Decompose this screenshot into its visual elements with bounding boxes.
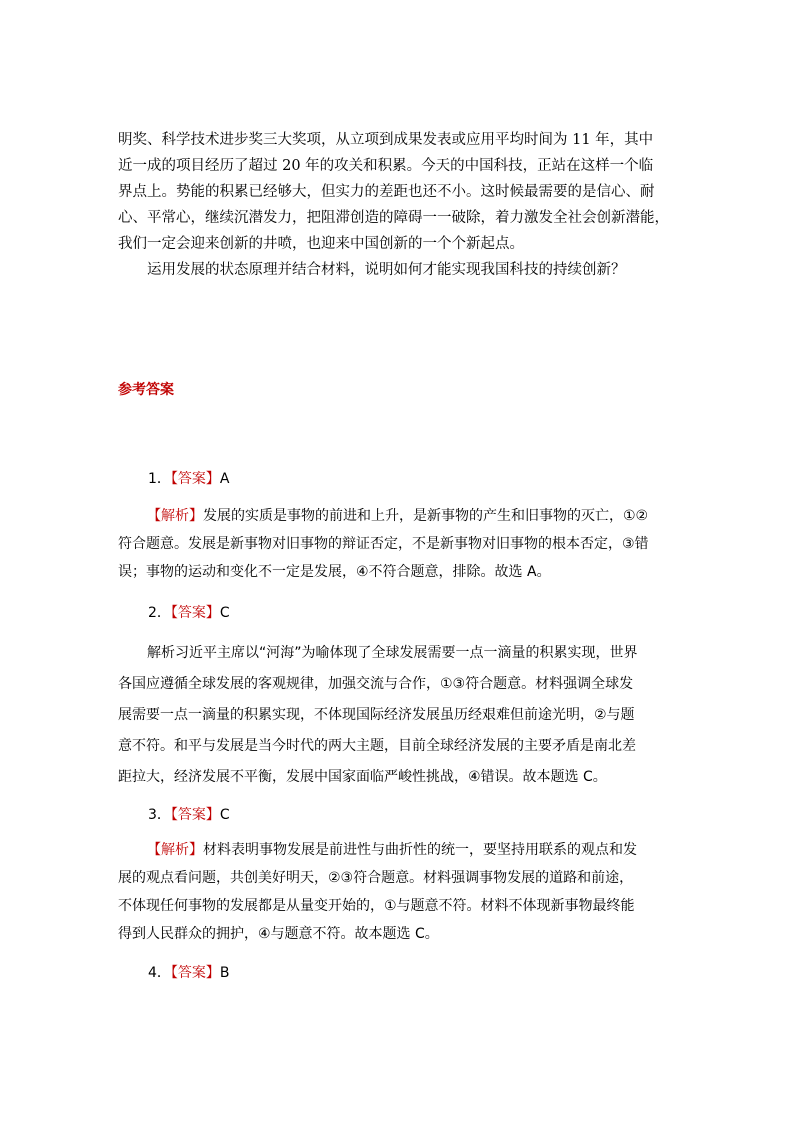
- answer-number: 1．: [148, 471, 171, 487]
- explanation-line: 展需要一点一滴量的积累实现，不体现国际经济发展虽历经艰难但前途光明，②与题: [118, 707, 635, 723]
- explanation-tag: 【解析】: [147, 508, 203, 524]
- material-line: 明奖、科学技术进步奖三大奖项，从立项到成果发表或应用平均时间为 11 年，其中: [118, 132, 654, 148]
- answer-1-line: [148, 468, 230, 488]
- explanation-tag: 【解析】: [147, 842, 203, 858]
- explanation-3: [118, 836, 678, 948]
- answer-value: C: [219, 605, 230, 621]
- answer-value: A: [219, 471, 230, 487]
- explanation-line: 得到人民群众的拥护，④与题意不符。故本题选 C。: [118, 926, 439, 942]
- explanation-line: 误；事物的运动和变化不一定是发展，④不符合题意，排除。故选 A。: [118, 564, 551, 580]
- answer-tag: 【答案】: [170, 807, 220, 823]
- answer-number: 4．: [148, 965, 171, 981]
- answer-tag: 【答案】: [170, 605, 220, 621]
- question-text: 运用发展的状态原理并结合材料，说明如何才能实现我国科技的持续创新？: [147, 262, 626, 278]
- explanation-line: 材料表明事物发展是前进性与曲折性的统一，要坚持用联系的观点和发: [203, 842, 637, 858]
- answers-heading: 参考答案: [118, 382, 174, 398]
- explanation-line: 解析习近平主席以“河海”为喻体现了全球发展需要一点一滴量的积累实现，世界: [147, 645, 638, 661]
- material-line: 界点上。势能的积累已经够大，但实力的差距也还不小。这时候最需要的是信心、耐: [118, 184, 655, 200]
- material-line: 心、平常心，继续沉潜发力，把阻滞创造的障碍一一破除，着力激发全社会创新潜能，: [118, 210, 669, 226]
- answer-4-line: [148, 962, 230, 982]
- explanation-line: 意不符。和平与发展是当今时代的两大主题，目前全球经济发展的主要矛盾是南北差: [118, 738, 636, 754]
- explanation-1: [118, 502, 678, 586]
- explanation-line: 展的观点看问题，共创美好明天，②③符合题意。材料强调事物发展的道路和前途，: [118, 870, 634, 886]
- explanation-line: 各国应遵循全球发展的客观规律，加强交流与合作，①③符合题意。材料强调全球发: [118, 676, 634, 692]
- answer-number: 2．: [148, 605, 171, 621]
- material-line: 近一成的项目经历了超过 20 年的攻关和积累。今天的中国科技，正站在这样一个临: [118, 158, 654, 174]
- answer-tag: 【答案】: [170, 965, 220, 981]
- material-paragraph: [118, 127, 678, 283]
- explanation-line: 发展的实质是事物的前进和上升，是新事物的产生和旧事物的灭亡，①②: [203, 508, 649, 524]
- explanation-2: [118, 638, 678, 793]
- explanation-line: 符合题意。发展是新事物对旧事物的辩证否定，不是新事物对旧事物的根本否定，③错: [118, 536, 649, 552]
- answer-number: 3．: [148, 807, 171, 823]
- answer-value: C: [219, 807, 230, 823]
- explanation-line: 距拉大，经济发展不平衡，发展中国家面临严峻性挑战，④错误。故本题选 C。: [118, 769, 607, 785]
- material-line: 我们一定会迎来创新的井喷，也迎来中国创新的一个个新起点。: [118, 236, 524, 252]
- answer-value: B: [219, 965, 230, 981]
- answer-tag: 【答案】: [170, 471, 220, 487]
- answer-3-line: [148, 804, 230, 824]
- explanation-line: 不体现任何事物的发展都是从量变开始的，①与题意不符。材料不体现新事物最终能: [118, 898, 635, 914]
- answer-2-line: [148, 602, 230, 622]
